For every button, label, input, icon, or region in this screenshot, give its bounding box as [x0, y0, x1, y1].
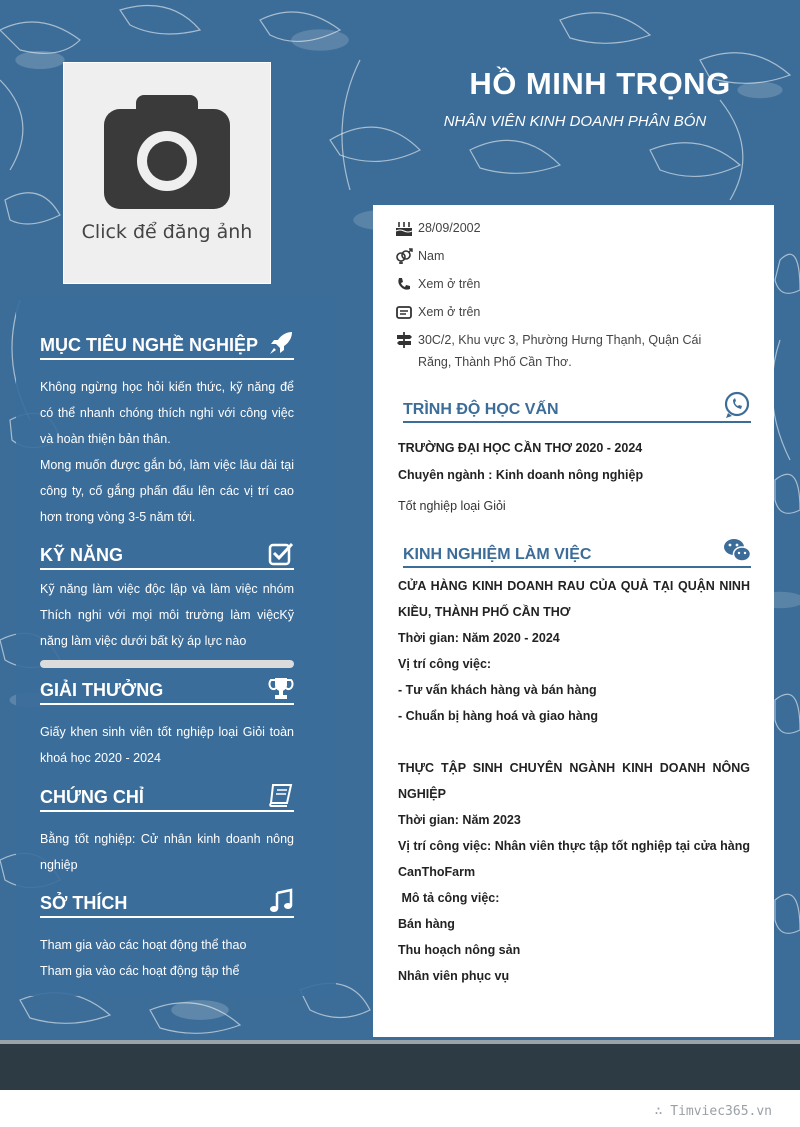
objective-section [40, 330, 294, 530]
certificates-text: Bằng tốt nghiệp: Cử nhân kinh doanh nông nghiệp [40, 832, 294, 872]
objective-header [40, 330, 294, 360]
education-major: Chuyên ngành : Kinh doanh nông nghiệp [398, 468, 644, 482]
photo-upload-label: Click để đăng ảnh [81, 221, 253, 243]
avatar-upload[interactable] [63, 62, 271, 284]
contact-birthday [395, 217, 728, 239]
skills-text: Kỹ năng làm việc độc lập và làm việc nhóm Thích nghi với mọi môi trường làm việcKỹ năng làm việc dưới bất kỳ áp lực nào [40, 582, 294, 648]
checkbox-icon [268, 540, 294, 566]
hobbies-header [40, 888, 294, 918]
rocket-icon [268, 330, 294, 356]
signpost-icon [395, 331, 413, 349]
job1-duty: - Tư vấn khách hàng và bán hàng [398, 683, 597, 697]
footer-bar [0, 1040, 800, 1090]
awards-header [40, 675, 294, 705]
skill-level-bar [40, 660, 294, 668]
job2-task: Nhân viên phục vụ [398, 969, 510, 983]
education-grade: Tốt nghiệp loại Giỏi [398, 499, 506, 513]
job2-task: Thu hoạch nông sản [398, 943, 521, 957]
education-header [403, 391, 751, 423]
job1-position-label: Vị trí công việc: [398, 657, 492, 671]
trophy-icon [268, 675, 294, 701]
watermark-text: Timviec365.vn [670, 1104, 772, 1119]
skills-header [40, 540, 294, 570]
job1-company: CỬA HÀNG KINH DOANH RAU CỦA QUẢ TẠI QUẬN NINH KIỀU, THÀNH PHỐ CẦN THƠ [398, 579, 750, 619]
objective-text-2: Mong muốn được gắn bó, làm việc lâu dài tại công ty, cố gắng phấn đấu lên các vị trí cao hơn trong vòng 3-5 năm tới. [40, 458, 294, 524]
experience-header [403, 536, 751, 568]
job2-time: Thời gian: Năm 2023 [398, 813, 521, 827]
watermark: ∴ Timviec365.vn [654, 1104, 772, 1119]
hobbies-section [40, 888, 294, 984]
phone-value: Xem ở trên [418, 277, 481, 291]
phone-icon [395, 275, 413, 293]
email-icon [395, 303, 413, 321]
hobby-item: Tham gia vào các hoạt động tập thể [40, 964, 240, 978]
awards-section [40, 675, 294, 771]
email-value: Xem ở trên [418, 305, 481, 319]
contact-phone [395, 273, 728, 295]
candidate-name: HỒ MINH TRỌNG [469, 66, 731, 101]
skills-section [40, 540, 294, 668]
job1-time: Thời gian: Năm 2020 - 2024 [398, 631, 560, 645]
awards-title: GIẢI THƯỞNG [40, 680, 164, 700]
job-title: NHÂN VIÊN KINH DOANH PHÂN BÓN [443, 113, 707, 130]
job2-company: THỰC TẬP SINH CHUYÊN NGÀNH KINH DOANH NÔNG NGHIỆP [398, 761, 750, 801]
job2-position: Vị trí công việc: Nhân viên thực tập tốt nghiệp tại cửa hàng CanThoFarm [398, 839, 750, 879]
hobbies-title: SỞ THÍCH [40, 893, 128, 913]
birthday-value: 28/09/2002 [418, 221, 481, 235]
certificates-title: CHỨNG CHỈ [40, 787, 144, 807]
contact-address [395, 329, 728, 373]
camera-icon [104, 95, 230, 211]
objective-title: MỤC TIÊU NGHỀ NGHIỆP [40, 335, 259, 355]
certificates-section [40, 782, 294, 878]
hobby-item: Tham gia vào các hoạt động thể thao [40, 938, 247, 952]
whatsapp-icon [723, 391, 751, 419]
experience-title: KINH NGHIỆM LÀM VIỆC [403, 546, 592, 563]
contact-email [395, 301, 728, 323]
gender-value: Nam [418, 249, 445, 263]
job2-task: Bán hàng [398, 917, 455, 931]
wechat-icon [723, 536, 751, 564]
gender-icon [395, 247, 413, 265]
certificates-header [40, 782, 294, 812]
education-title: TRÌNH ĐỘ HỌC VẤN [403, 401, 559, 418]
music-note-icon [268, 888, 294, 914]
right-panel [373, 205, 774, 1037]
cake-icon [395, 219, 413, 237]
address-value: 30C/2, Khu vực 3, Phường Hưng Thạnh, Quận Cái Răng, Thành Phố Cần Thơ. [418, 333, 702, 369]
job1-duty: - Chuẩn bị hàng hoá và giao hàng [398, 709, 599, 723]
education-school: TRƯỜNG ĐẠI HỌC CẦN THƠ 2020 - 2024 [398, 441, 643, 455]
job2-desc-label: Mô tả công việc: [398, 891, 500, 905]
contact-gender [395, 245, 728, 267]
awards-text: Giấy khen sinh viên tốt nghiệp loại Giỏi toàn khoá học 2020 - 2024 [40, 725, 294, 765]
skills-title: KỸ NĂNG [40, 545, 124, 565]
objective-text-1: Không ngừng học hỏi kiến thức, kỹ năng để có thể nhanh chóng thích nghi với công việc và hoàn thiện bản thân. [40, 380, 294, 446]
book-icon [268, 782, 294, 808]
